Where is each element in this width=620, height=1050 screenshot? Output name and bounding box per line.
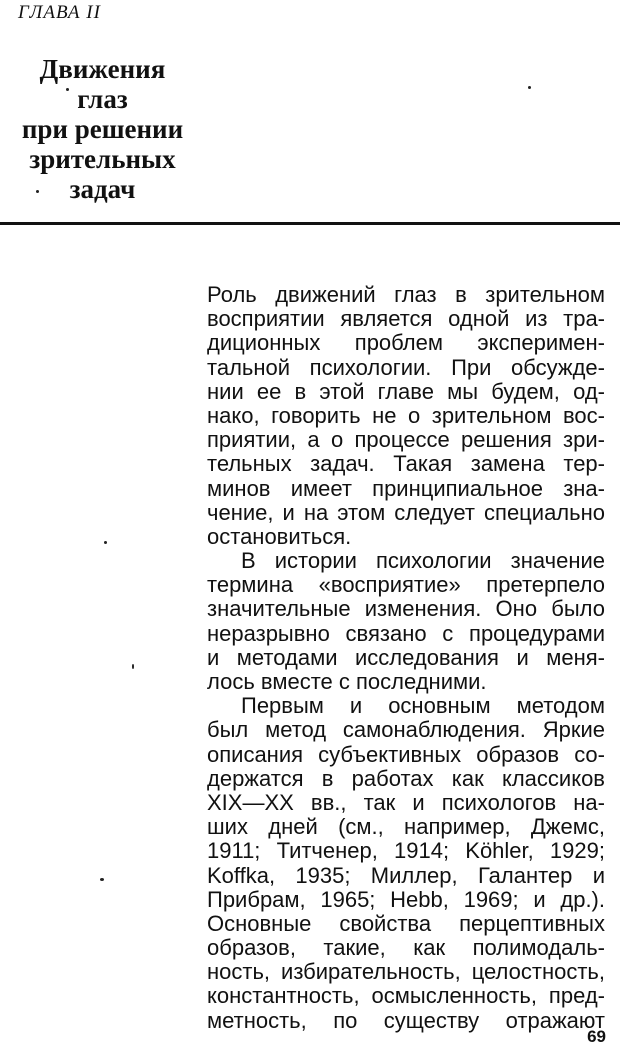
text-line: XIX—XX вв., так и психологов на- — [207, 789, 605, 815]
text-line: Прибрам, 1965; Hebb, 1969; и др.). — [207, 886, 605, 912]
chapter-title-line: зрительных — [29, 144, 176, 174]
text-line: нии ее в этой главе мы будем, од- — [207, 378, 605, 404]
text-line: тальной психологии. При обсужде- — [207, 354, 605, 380]
text-line: Koffka, 1935; Миллер, Галантер и — [207, 862, 605, 888]
text-line: чение, и на этом следует специально — [207, 499, 605, 525]
chapter-title-line: глаз — [77, 84, 128, 114]
text-line: образов, такие, как полимодаль- — [207, 935, 605, 961]
print-speck — [104, 541, 107, 544]
horizontal-divider — [0, 222, 620, 225]
text-line: ших дней (см., например, Джемс, — [207, 814, 605, 840]
text-line: восприятии является одной из тра- — [207, 306, 605, 332]
chapter-label: ГЛАВА II — [18, 2, 101, 23]
text-line: лось вместе с последними. — [207, 669, 487, 694]
text-line: значительные изменения. Оно было — [207, 596, 605, 622]
text-line: описания субъективных образов со- — [207, 741, 605, 767]
chapter-title — [0, 54, 205, 204]
text-line: В истории психологии значение — [241, 548, 605, 574]
text-line: был метод самонаблюдения. Яркие — [207, 717, 605, 743]
text-line: диционных проблем эксперимен- — [207, 330, 605, 356]
print-speck — [36, 190, 39, 193]
text-line: 1911; Титченер, 1914; Köhler, 1929; — [207, 838, 605, 864]
text-line: остановиться. — [207, 523, 352, 549]
print-speck — [132, 664, 134, 669]
print-speck — [66, 88, 69, 91]
text-line: Первым и основным методом — [241, 693, 605, 719]
text-line: приятии, а о процессе решения зри- — [207, 427, 605, 453]
text-line: термина «восприятие» претерпело — [207, 572, 605, 598]
page-number: 69 — [587, 1027, 606, 1046]
chapter-title-line: Движения — [39, 54, 166, 84]
text-line: нако, говорить не о зрительном вос- — [207, 402, 605, 428]
text-line: метность, по существу отражают — [207, 1007, 605, 1033]
print-speck — [528, 86, 531, 89]
chapter-title-line: задач — [69, 174, 136, 204]
text-line: Роль движений глаз в зрительном — [207, 282, 605, 307]
body-text — [207, 283, 605, 1033]
text-line: минов имеет принципиальное зна- — [207, 475, 605, 501]
text-line: Основные свойства перцептивных — [207, 910, 605, 936]
text-line: и методами исследования и меня- — [207, 644, 605, 670]
text-line: константность, осмысленность, пред- — [207, 983, 605, 1009]
chapter-title-line: при решении — [21, 114, 184, 144]
text-line: ность, избирательность, целостность, — [207, 959, 605, 985]
text-line: тельных задач. Такая замена тер- — [207, 451, 605, 477]
text-line: держатся в работах как классиков — [207, 765, 605, 791]
print-speck — [100, 878, 104, 881]
text-line: неразрывно связано с процедурами — [207, 620, 605, 646]
